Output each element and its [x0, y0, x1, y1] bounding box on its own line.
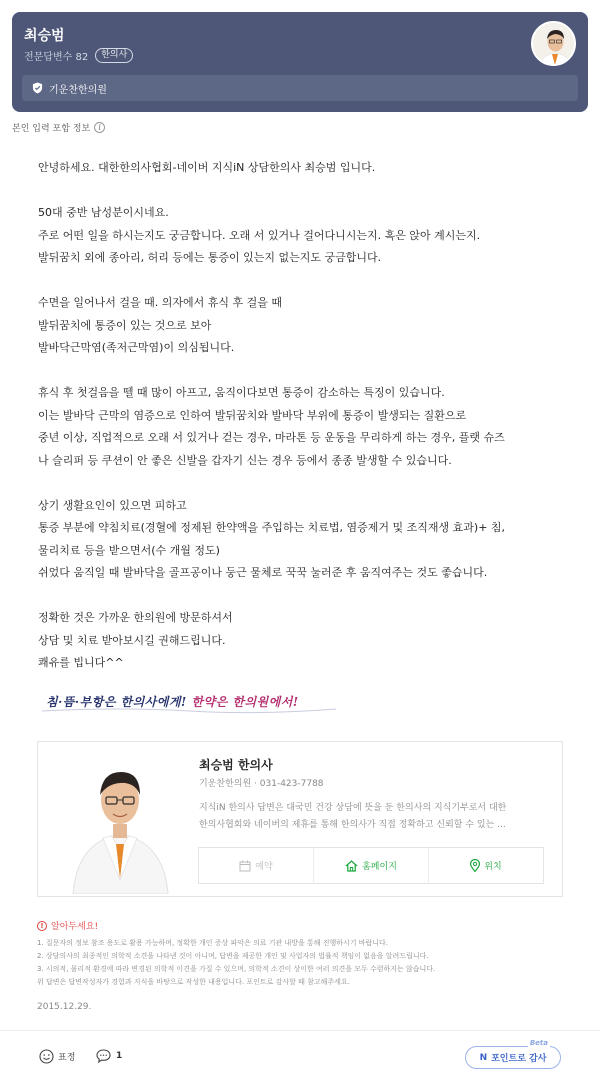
- answer-line: 안녕하세요. 대한한의사협회-네이버 지식iN 상담한의사 최승범 입니다.: [38, 161, 376, 174]
- expert-name[interactable]: 최승범: [24, 28, 65, 44]
- answer-line: 발바닥근막염(족저근막염)이 의심됩니다.: [38, 341, 235, 354]
- thanks-point-button[interactable]: [465, 1039, 561, 1069]
- notice-line: 1. 질문자의 정보 참조 용도로 활용 가능하며, 정확한 개인 증상 파악은 의료 기관 내방을 통해 진행하시기 바랍니다.: [37, 939, 389, 947]
- profile-action-row: [198, 847, 544, 884]
- doctor-photo: [63, 754, 178, 894]
- answer-line: 쾌유를 빕니다^^: [38, 656, 124, 669]
- doctor-phone[interactable]: 031-423-7788: [259, 779, 324, 789]
- reaction-label: 표정: [58, 1053, 76, 1063]
- answer-line: 수면을 일어나서 걸을 때. 의자에서 휴식 후 걸을 때: [38, 296, 282, 309]
- comment-count: 1: [116, 1051, 123, 1061]
- answer-line: 물리치료 등을 받으면서(수 개월 정도): [38, 543, 220, 557]
- comment-button[interactable]: [96, 1049, 122, 1063]
- slogan-part2: 한약은 한의원에서!: [191, 695, 299, 709]
- reaction-button[interactable]: [39, 1049, 75, 1064]
- answer-line: 50대 중반 남성분이시네요.: [38, 206, 169, 219]
- answer-line: 상담 및 치료 받아보시길 권해드립니다.: [38, 633, 226, 647]
- homepage-label: 홈페이지: [362, 862, 397, 872]
- answer-date: 2015.12.29.: [37, 1002, 92, 1012]
- answer-line: 나 슬리퍼 등 쿠션이 안 좋은 신발을 갑자기 신는 경우 등에서 종종 발생할 수 있습니다.: [38, 453, 452, 467]
- doctor-profile-card: [37, 741, 563, 897]
- paragraph-gap: [38, 585, 568, 608]
- answer-line: 발뒤꿈치 외에 종아리, 허리 등에는 통증이 있는지 없는지도 궁금합니다.: [38, 251, 382, 264]
- answer-line: 이는 발바닥 근막의 염증으로 인하여 발뒤꿈치와 발바닥 부위에 통증이 발생되는 질환으로: [38, 408, 467, 422]
- slogan-part1: 침·뜸·부항은 한의사에게!: [46, 695, 187, 709]
- location-label: 위치: [484, 862, 502, 872]
- home-icon: [345, 860, 358, 872]
- reserve-label: 예약: [255, 862, 273, 872]
- answer-line: 통증 부분에 약침치료(경혈에 정제된 한약액을 주입하는 치료법, 염증제거 및 조직재생 효과)+ 침,: [38, 521, 506, 534]
- org-box[interactable]: [22, 75, 578, 101]
- paragraph-gap: [38, 360, 568, 383]
- notice-line: 위 답변은 답변작성자가 경험과 지식을 바탕으로 작성한 내용입니다. 포인트로 감사할 때 참고해주세요.: [37, 978, 350, 986]
- answer-line: 쉬었다 움직일 때 발바닥을 골프공이나 둥근 물체로 꾹꾹 눌러준 후 움직여주는 것도 좋습니다.: [38, 566, 488, 579]
- notice-line: 2. 상담의사의 최종적인 의학적 소견을 나타낸 것이 아니며, 답변을 제공한 개인 및 사업자의 법률적 책임이 없음을 알려드립니다.: [37, 952, 429, 960]
- expert-meta: [24, 48, 133, 63]
- smiley-icon: [39, 1049, 54, 1064]
- notice-title: [37, 919, 567, 932]
- answer-line: 중년 이상, 직업적으로 오래 서 있거나 걷는 경우, 마라톤 등 운동을 무리하게 하는 경우, 플랫 슈즈: [38, 431, 505, 444]
- answer-line: 발뒤꿈치에 통증이 있는 것으로 보아: [38, 318, 212, 332]
- footer-divider: [0, 1030, 600, 1031]
- answer-line: 휴식 후 첫걸음을 뗄 때 많이 아프고, 움직이다보면 통증이 감소하는 특징이 있습니다.: [38, 386, 445, 399]
- shield-check-icon: [32, 82, 43, 94]
- paragraph-gap: [38, 180, 568, 203]
- separator-dot: ·: [254, 779, 260, 789]
- doctor-description: [199, 800, 544, 834]
- notice-title-text: 알아두세요!: [51, 922, 99, 932]
- thanks-label: 포인트로 감사: [491, 1054, 547, 1064]
- info-line: [12, 121, 105, 134]
- answer-line: 상기 생활요인이 있으면 피하고: [38, 498, 187, 512]
- homepage-button[interactable]: [314, 848, 429, 883]
- answer-count: 전문답변수 82: [24, 52, 89, 63]
- comment-icon: [96, 1049, 111, 1063]
- doctor-org-row: [199, 776, 324, 789]
- expert-header-card: [12, 12, 588, 112]
- naver-n-icon: N: [479, 1052, 488, 1063]
- doctor-desc-line: 한의사협회와 네이버의 제휴를 통해 한의사가 직접 정확하고 신뢰할 수 있는 ...: [199, 820, 506, 830]
- answer-line: 정확한 것은 가까운 한의원에 방문하셔서: [38, 611, 233, 624]
- info-icon[interactable]: i: [94, 122, 105, 133]
- org-name: 기운찬한의원: [49, 84, 107, 96]
- role-badge: 한의사: [95, 48, 133, 63]
- notice-line: 3. 시의적, 물리적 환경에 따라 변경된 의학적 이견을 가질 수 있으며, 의학적 소견이 상이한 여러 의견을 모두 수렴하지는 않습니다.: [37, 965, 436, 973]
- alert-icon: !: [37, 921, 47, 931]
- answer-line: 주로 어떤 일을 하시는지도 궁금합니다. 오래 서 있거나 걸어다니시는지. 혹은 앉아 계시는지.: [38, 228, 481, 242]
- answer-body: [38, 157, 568, 675]
- avatar[interactable]: [531, 21, 576, 66]
- doctor-desc-line: 지식iN 한의사 답변은 대국민 건강 상담에 뜻을 둔 한의사의 지식기부로서 대한: [199, 803, 507, 813]
- info-line-text: 본인 입력 포함 정보: [12, 124, 91, 134]
- slogan-banner: [40, 687, 340, 717]
- paragraph-gap: [38, 472, 568, 495]
- calendar-icon: [239, 860, 251, 872]
- notice-section: [37, 919, 567, 989]
- doctor-org: 기운찬한의원: [199, 779, 252, 789]
- location-button[interactable]: [429, 848, 543, 883]
- paragraph-gap: [38, 270, 568, 293]
- beta-label: Beta: [529, 1039, 548, 1047]
- reserve-button[interactable]: [199, 848, 314, 883]
- doctor-name[interactable]: 최승범 한의사: [199, 758, 273, 772]
- map-pin-icon: [470, 859, 480, 872]
